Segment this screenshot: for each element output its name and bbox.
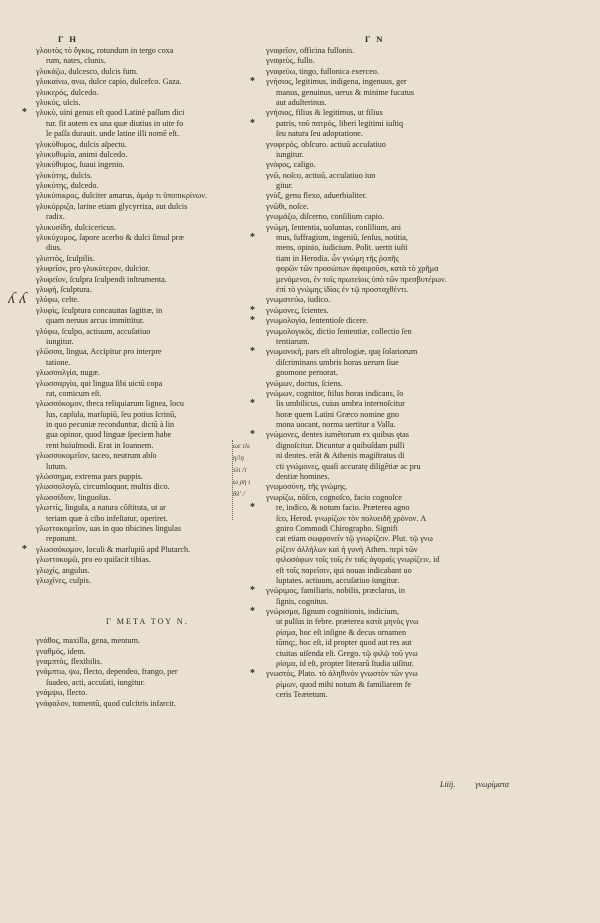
text-line (36, 140, 268, 150)
line-text: ρίζειν ἀλλήλων καὶ ἡ γυνὴ Athen. περὶ τῶν (276, 544, 418, 554)
line-text: γλυκύπικρος, dulciter amarus, ἀμάρ τι ὑποπικρίνων. (36, 191, 207, 201)
text-line (266, 264, 518, 274)
asterisk-mark: * (250, 429, 255, 441)
text-line (22, 543, 268, 555)
line-text: iungitur. (276, 149, 304, 159)
text-line (36, 295, 268, 305)
asterisk-mark: * (250, 232, 255, 244)
text-line (36, 67, 268, 77)
catchword-line (440, 780, 509, 789)
line-text: ceris Teætetum. (276, 690, 328, 700)
line-text: γνοφερός, obſcuro. actiuū accuſatiuo (266, 139, 386, 149)
line-text: gua opinor, quod linguæ ſpeciem habe (46, 430, 172, 440)
text-line (36, 566, 268, 576)
line-text: γλωσσόκομον, theca reliquiarum lignea, locu (36, 399, 184, 409)
text-line (266, 202, 518, 212)
text-line (36, 181, 268, 191)
line-text: rum, nates, clunis. (46, 56, 106, 66)
scribble-line: τλι /τ (233, 466, 247, 474)
catchword: γνωρίματα (475, 780, 510, 789)
line-text: φορῶν τῶν προσώπων ἀφαιροῦσι, κατὰ τὸ χρῆμα (276, 264, 439, 274)
text-line (36, 233, 268, 243)
asterisk-mark: * (250, 117, 255, 129)
line-text: γλυπτὸς, ſculpilis. (36, 253, 95, 263)
text-line (266, 680, 518, 690)
line-text: iungitur. (46, 336, 74, 346)
line-text: γλυκαίνω, ανω, dulce capio, dulcefco. Gaza. (36, 77, 182, 87)
line-text: gnomone pernorat. (276, 368, 338, 378)
line-text: γνώρισμα, ſignum cognitionis, indicium, (266, 607, 400, 617)
text-line (266, 56, 518, 66)
line-text: γλωχὶς, angulus. (36, 565, 90, 575)
line-text: reponunt. (46, 534, 78, 544)
line-text: γνῶθι, noſce. (266, 201, 309, 211)
text-line (266, 140, 518, 150)
line-text: mens, opinio, iudicium. Polit. uertit iuſti (276, 243, 408, 253)
line-text: γναφεῖον, officina fullonis. (266, 46, 355, 55)
text-line (266, 223, 518, 233)
line-text: γλυκερός, dulcedo. (36, 87, 99, 97)
line-text: γλωσσίδιον, linguoſus. (36, 492, 111, 502)
text-line (250, 117, 518, 129)
text-line (266, 212, 518, 222)
text-line (266, 337, 518, 347)
line-text: γλυκύχυμος, ſapore acerbo & dulci ſimul præ (36, 233, 184, 243)
text-line (36, 420, 268, 430)
text-line (266, 493, 518, 503)
text-line (36, 264, 268, 274)
text-line (36, 379, 268, 389)
line-text: γνώμων, doctus, ſciens. (266, 378, 343, 388)
text-line (266, 285, 518, 295)
text-line (36, 555, 268, 565)
text-line (266, 555, 518, 565)
line-text: mona uocant, norma uertitur a Valla. (276, 420, 396, 430)
scribble-line: θλ' / (233, 490, 245, 498)
line-text: γνόφος, caligo. (266, 160, 316, 170)
line-text: γνάμπτω, ψω, flecto, dependeo, frango, per (36, 667, 178, 677)
text-line (36, 316, 268, 326)
text-line (266, 98, 518, 108)
line-text: ut pulſus in febre. præterea κατὰ μηνὸς γνω (276, 617, 419, 627)
text-line (36, 337, 268, 347)
section-heading (36, 608, 268, 636)
line-text: horæ quem Latini Græco nomine gno (276, 409, 400, 419)
line-text: dignoſcitur. Dicuntur a quibuſdam pulli (276, 440, 405, 450)
asterisk-mark: * (250, 304, 255, 316)
text-line (266, 243, 518, 253)
asterisk-mark: * (250, 585, 255, 597)
line-text: dentiæ homines. (276, 472, 330, 482)
line-text: γλωττοκομεῖον, uas in quo tibicines lingulas (36, 523, 182, 533)
line-text: re, indico, & notum facio. Præterea agno (276, 503, 410, 513)
line-text: luptates. actiuum, accuſatiuo iungitur. (276, 575, 400, 585)
text-line (266, 108, 518, 118)
line-text: γλυφεῖον, pro γλυκύτερον, dulcior. (36, 264, 150, 274)
scribble-line: ω ρη ι (233, 478, 251, 486)
text-line (36, 667, 268, 680)
line-text: γλῶσσα, lingua, Accipitur pro interpre (36, 347, 162, 357)
line-text: tur. fit autem ex una quæ diutius in uite fo (46, 118, 184, 128)
text-line (36, 699, 268, 709)
text-line (250, 304, 518, 316)
line-text: ἐπὶ τὸ γνώμης ἰδίας ἐν τῷ προσταχθέντι. (276, 284, 409, 294)
text-line (266, 191, 518, 201)
line-text: γλυφὶς, ſculptura concauitas ſagittæ, in (36, 305, 163, 315)
text-line (266, 576, 518, 586)
line-text: patris, τοῦ πατρός, liberi legitimi iuſtiq (276, 118, 404, 128)
text-line (36, 358, 268, 368)
line-text: rent huiuſmodi. Erat in Ioannem. (46, 440, 154, 450)
text-line (266, 534, 518, 544)
line-text: γναφεὺς, fullo. (266, 56, 315, 66)
line-text: Γ ΜΕΤΑ ΤΟΥ Ν. (106, 617, 189, 627)
line-text: tatione. (46, 357, 71, 367)
asterisk-mark: * (250, 398, 255, 410)
line-text: γνωρίζω, nōſco, cognoſco, facio cognoſce (266, 492, 402, 502)
text-line (36, 254, 268, 264)
line-text: γλωσσολογῶ, circumloquor, multis dico. (36, 482, 170, 492)
line-text: γναθμός, idem. (36, 646, 86, 656)
text-line (266, 617, 518, 627)
text-line (36, 223, 268, 233)
text-line (266, 482, 518, 492)
line-text: cat etiam σωφρονεῖν τῷ γνωρίζειν. Plut. τῷ γνω (276, 534, 433, 544)
line-text: γλυκύθυμος, ſuaui ingenio. (36, 160, 125, 170)
text-line (36, 688, 268, 698)
line-text: γλυκύρριζα, larine etiam glycyrriza, aut dulcis (36, 201, 188, 211)
line-text: γνάφαλον, tomentū, quod culcitris infarcit. (36, 698, 176, 708)
right-column (250, 46, 518, 701)
text-line (36, 524, 268, 534)
text-line (36, 77, 268, 87)
text-line (36, 327, 268, 337)
line-text: γλυκυθυμία, animi dulcedo. (36, 149, 128, 159)
left-column (22, 46, 268, 709)
line-text: γνωμολογία, ſententioſe dicere. (266, 316, 369, 326)
line-text: gniro Commodi Chirographo. Signifi (276, 523, 398, 533)
line-text: ρίμων, quod mihi notum & familiarem fe (276, 679, 412, 689)
text-line (266, 659, 518, 669)
line-text: γναφεύω, tingo, fullonica exerceo. (266, 66, 379, 76)
line-text: γνωμάζω, diſcerno, conſilium capio. (266, 212, 385, 222)
line-text: gitur. (276, 181, 294, 191)
text-line (266, 67, 518, 77)
line-text: ſeu natura ſeu adoptatione. (276, 129, 363, 139)
line-text: γνήσιος, legitimus, indigena, ingenuus, ger (266, 77, 407, 87)
line-text: γνῶ, noſco, actiuū, accuſatiuo iun (266, 170, 376, 180)
line-text: γλυφεῖον, ſculpra ſculpendi inſtrumenta. (36, 274, 167, 284)
line-text: γνάθος, maxilla, gena, mentum. (36, 636, 141, 646)
text-line (36, 202, 268, 212)
text-line (36, 119, 268, 129)
text-line (266, 545, 518, 555)
text-line (36, 275, 268, 285)
line-text: γλυκύτης, dulcedo. (36, 181, 99, 191)
line-text: γλυκύθυμος, dulcis aſpectu. (36, 139, 127, 149)
line-text: quam neruus arcus immittitur. (46, 316, 145, 326)
text-line (36, 647, 268, 657)
text-line (36, 399, 268, 409)
line-text: γλωσσόκομον, loculi & marſupiū apd Plutarch. (36, 544, 191, 554)
text-line (36, 636, 268, 646)
running-head-right: Γ Ν (365, 34, 385, 44)
text-line (36, 347, 268, 357)
line-text: radix. (46, 212, 65, 222)
line-gap (36, 586, 268, 608)
line-text: lutum. (46, 461, 68, 471)
text-line (266, 129, 518, 139)
line-text: γλυκάζω, dulcesco, dulcis fum. (36, 66, 138, 76)
text-line (250, 232, 518, 244)
line-text: diſcriminans umbris horas uerum ſiue (276, 357, 399, 367)
text-line (250, 346, 518, 358)
text-line (266, 462, 518, 472)
text-line (266, 254, 518, 264)
text-line (266, 410, 518, 420)
line-text: γνωμοσύνη, τῆς γνώμης. (266, 482, 348, 492)
text-line (266, 638, 518, 648)
line-text: γλωσσοκομεῖον, taceo, neutrum abſo (36, 451, 157, 461)
handwritten-margin-note: ʎ ʎ (8, 290, 27, 307)
text-line (266, 275, 518, 285)
text-line (266, 597, 518, 607)
text-line (250, 502, 518, 514)
text-line (36, 150, 268, 160)
text-line (36, 285, 268, 295)
line-text: in quo pecuniæ reconduntur, dictū à lin (46, 420, 175, 430)
line-text: ρίσμα, hoc eſt inſigne & decus ornamen (276, 627, 407, 637)
line-text: γλωσσαργία, qui lingua ſibi uictū copa (36, 378, 163, 388)
line-text: γλυκὺ, uini genus eſt quod Latinè paſſum dici (36, 108, 185, 118)
text-line (36, 243, 268, 253)
line-text: γνάμψω, flecto. (36, 688, 88, 698)
text-line (266, 150, 518, 160)
text-line (36, 306, 268, 316)
line-text: φιλοσόφων τοῖς τοῖς ἐν ταῖς ἀγοραῖς γνωρίζειν, id (276, 555, 440, 565)
asterisk-mark: * (250, 315, 255, 327)
text-line (36, 98, 268, 108)
text-line (266, 160, 518, 170)
text-line (36, 88, 268, 98)
line-text: γλυκυσίδη, dulcicericus. (36, 222, 117, 232)
text-line (266, 690, 518, 700)
text-line (266, 628, 518, 638)
line-text: aut adulterinus. (276, 97, 327, 107)
text-line (266, 451, 518, 461)
text-line (266, 368, 518, 378)
scribble-line: η/\η (233, 454, 244, 462)
text-line (266, 171, 518, 181)
line-text: γνώμων, cognitor, ſtilus horas indicans, ſo (266, 388, 404, 398)
line-text: tūmq;, hoc eſt, id propter quod aut res aut (276, 638, 412, 648)
line-text: ſignis, cognitus. (276, 596, 329, 606)
text-line (266, 295, 518, 305)
asterisk-mark: * (22, 543, 27, 555)
line-text: γλώσσημα, extrema pars puppis. (36, 472, 143, 482)
line-text: le paſſa durauit. unde latine illi nomē eſt. (46, 129, 180, 139)
text-line (36, 534, 268, 544)
line-text: μενόμενοι, ἐν τοῖς πρωτείοις ὑπὸ τῶν πρεσβυτέρων. (276, 274, 447, 284)
text-line (36, 56, 268, 66)
text-line (266, 389, 518, 399)
line-text: γνωμολογικὸς, dictio ſententiæ, collectio ſen (266, 326, 412, 336)
text-line (36, 678, 268, 688)
text-line (266, 379, 518, 389)
line-text: cti γνώμονες, quaſi accuratę diligētiæ ac pru (276, 461, 421, 471)
line-text: γλύφω, celte. (36, 295, 80, 305)
line-text: manus, genuinus, uerus & minime fucatus (276, 87, 415, 97)
line-text: dius. (46, 243, 62, 253)
line-text: γνώμονες, ſcientes. (266, 305, 329, 315)
line-text: ρίσμα, id eſt, propter literarū ſtudia uiſitur. (276, 659, 414, 669)
text-line (266, 649, 518, 659)
line-text: γνωματεύω, iudico. (266, 295, 331, 305)
line-text: tiam in Herodia. ὧν γνώμη τῆς ῥοπῆς (276, 253, 399, 263)
handwritten-scribble (232, 440, 303, 520)
text-line (36, 160, 268, 170)
text-line (250, 606, 518, 618)
line-text: γλωττοκομῶ, pro eo quiſacit tibias. (36, 555, 151, 565)
line-text: γνωμονικὴ, pars eſt aſtrologiæ, quę ſolariorum (266, 347, 418, 357)
asterisk-mark: * (250, 76, 255, 88)
line-text: γλωττίς, lingula, a natura cōſtituta, ut ar (36, 503, 166, 513)
text-line (22, 107, 268, 119)
text-line (250, 585, 518, 597)
asterisk-mark: * (250, 668, 255, 680)
text-line (36, 171, 268, 181)
line-text: ſco, Herod. γνωρίζων τὸν πολυειδῆ χρόνον. A (276, 513, 427, 523)
line-text: lus, capſula, marſupiū, ſeu potius ſcrinū, (46, 409, 177, 419)
text-line (266, 420, 518, 430)
line-text: γνώριμος, familiaris, nobilis, præclarus, in (266, 586, 405, 596)
line-text: γνὺξ, genu flexo, aduerbialiter. (266, 191, 367, 201)
line-text: rat, comicum eſt. (46, 388, 102, 398)
line-text: γλυφὴ, ſculptura. (36, 284, 92, 294)
text-line (36, 212, 268, 222)
line-text: lis umbilicus, cuius umbra internoſcitur (276, 399, 405, 409)
text-line (266, 181, 518, 191)
text-line (36, 657, 268, 667)
line-text: γλυκύτης, dulcis. (36, 170, 93, 180)
text-line (36, 46, 268, 56)
text-line (266, 358, 518, 368)
line-text: γλύφω, ſculpo, actiuum, accuſatiuo (36, 326, 151, 336)
text-line (266, 524, 518, 534)
line-text: tentiarum. (276, 336, 310, 346)
text-line (250, 668, 518, 680)
text-line (266, 88, 518, 98)
asterisk-mark: * (22, 107, 27, 119)
text-line (266, 441, 518, 451)
running-head-left: Γ Η (58, 34, 78, 44)
scribble-line: ωε τλι (233, 442, 250, 450)
line-text: ciuitas uiſenda eſt. Grego. τῷ φιλῷ τοῦ γνω (276, 648, 418, 658)
line-text: mus, ſuffragium, ingeniū, ſenſus, notitia, (276, 233, 408, 243)
text-line (266, 472, 518, 482)
asterisk-mark: * (250, 502, 255, 514)
text-line (36, 410, 268, 420)
asterisk-mark: * (250, 606, 255, 618)
text-line (250, 429, 518, 441)
line-text: teriam quæ à cibo infeſtatur, operiret. (46, 513, 168, 523)
line-text: ſuadeo, acti, accuſati, iungitur. (46, 677, 145, 687)
line-text: eſt τοῖς παρεῖσιν, qui nouas indicabant uo (276, 565, 412, 575)
text-line (266, 327, 518, 337)
text-line (36, 389, 268, 399)
line-text: γλυκύς, ulcis. (36, 97, 81, 107)
line-text: γνωστὸς, Plato. τὸ ἀληθινὸν γνωστὸν τῶν γνω (266, 669, 418, 679)
line-text: γλουτὸς τὸ ὄγκος, rotundum in tergo coxa (36, 46, 174, 55)
text-line (266, 46, 518, 56)
text-line (36, 129, 268, 139)
asterisk-mark: * (250, 346, 255, 358)
line-text: γλωσσαλγία, nugæ. (36, 368, 101, 378)
text-line (266, 566, 518, 576)
text-line (36, 191, 268, 201)
line-text: γνήσιος, filius & legitimus, ut filius (266, 108, 383, 118)
signature-mark: Liiij. (440, 780, 456, 789)
text-line (250, 76, 518, 88)
line-text: γναμπτὸς, flexibilis. (36, 657, 103, 667)
line-text: γνώμονες, dentes iumētorum ex quibus ętas (266, 430, 409, 440)
text-line (36, 368, 268, 378)
line-text: γνώμη, ſententia, uoluntas, conſilium, ani (266, 222, 402, 232)
line-text: γλωχῖνες, cuſpis. (36, 575, 91, 585)
text-line (250, 398, 518, 410)
text-line (266, 514, 518, 524)
text-line (36, 576, 268, 586)
text-line (250, 315, 518, 327)
line-text: ni dentes. erāt & Athenis magiſtratus di (276, 451, 405, 461)
